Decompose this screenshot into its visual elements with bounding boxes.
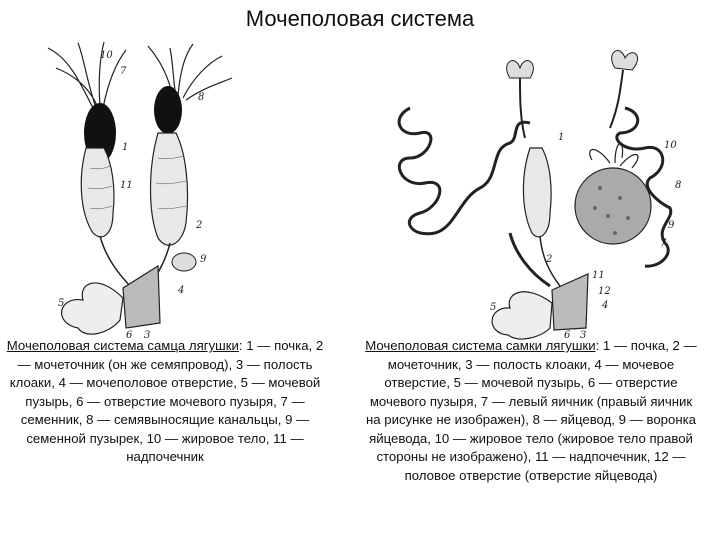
label-8: 8: [675, 180, 682, 191]
page-title: Мочеполовая система: [245, 6, 475, 31]
male-caption-body: 1 — почка, 2 — мочеточник (он же семяпровод), 3 — полость клоаки, 4 — мочеполовое отверстие, 5 — мочевой пузырь, 6 — отверстие мочевого пузыря, 7 — семенник, 8 — семявыносящие канальцы, 9 — семенной пузырек, 10 — жировое тело, 11 — надпочечник: [9, 338, 324, 464]
label-11: 11: [592, 270, 605, 281]
label-7: 7: [660, 238, 667, 249]
label-10: 10: [664, 140, 677, 151]
bladder: [62, 283, 123, 334]
female-caption-heading: Мочеполовая система самки лягушки: [365, 338, 596, 353]
seminal-vesicle: [172, 253, 196, 271]
label-9: 9: [668, 220, 675, 231]
label-5: 5: [58, 298, 65, 309]
label-7: 7: [120, 66, 127, 77]
label-12: 12: [598, 286, 611, 297]
male-caption-heading: Мочеполовая система самца лягушки: [6, 338, 239, 353]
label-1: 1: [122, 142, 129, 153]
male-caption-colon: :: [238, 338, 243, 353]
male-urogenital-illustration: [8, 38, 328, 341]
label-2: 2: [196, 220, 203, 231]
female-caption-colon: :: [595, 338, 600, 353]
female-caption-body: 1 — почка, 2 — мочеточник, 3 — полость клоаки, 4 — мочевое отверстие, 5 — мочевой пузырь, 6 — отверстие мочевого пузыря, 7 — левый яичник (правый яичник на рисунке не изображен), 8 — яйцевод, 9 — воронка яйцевода, 10 — жировое тело (жировое тело правой стороны не изображено), 11 — надпочечник, 12 — половое отверстие (отверстие яйцевода): [365, 338, 697, 483]
left-kidney: [81, 148, 114, 237]
label-2: 2: [546, 254, 553, 265]
label-3: 3: [580, 330, 587, 341]
bladder: [492, 292, 552, 339]
right-kidney: [151, 133, 188, 245]
female-caption: [364, 337, 698, 485]
label-3: 3: [144, 330, 151, 341]
female-urogenital-illustration: [370, 38, 710, 341]
label-4: 4: [602, 300, 609, 311]
left-kidney: [523, 148, 551, 237]
label-1: 1: [558, 132, 565, 143]
left-oviduct-funnel: [507, 61, 534, 78]
label-9: 9: [200, 254, 207, 265]
cloaca: [123, 266, 160, 328]
left-ovary: [575, 168, 651, 244]
right-testis: [154, 86, 182, 134]
right-oviduct-funnel: [612, 51, 638, 70]
left-oviduct: [399, 108, 530, 234]
label-11: 11: [120, 180, 133, 191]
label-6: 6: [126, 330, 133, 341]
label-4: 4: [178, 285, 185, 296]
male-caption: [4, 337, 326, 467]
label-8: 8: [198, 92, 205, 103]
label-6: 6: [564, 330, 571, 341]
label-10: 10: [100, 50, 113, 61]
label-5: 5: [490, 302, 497, 313]
